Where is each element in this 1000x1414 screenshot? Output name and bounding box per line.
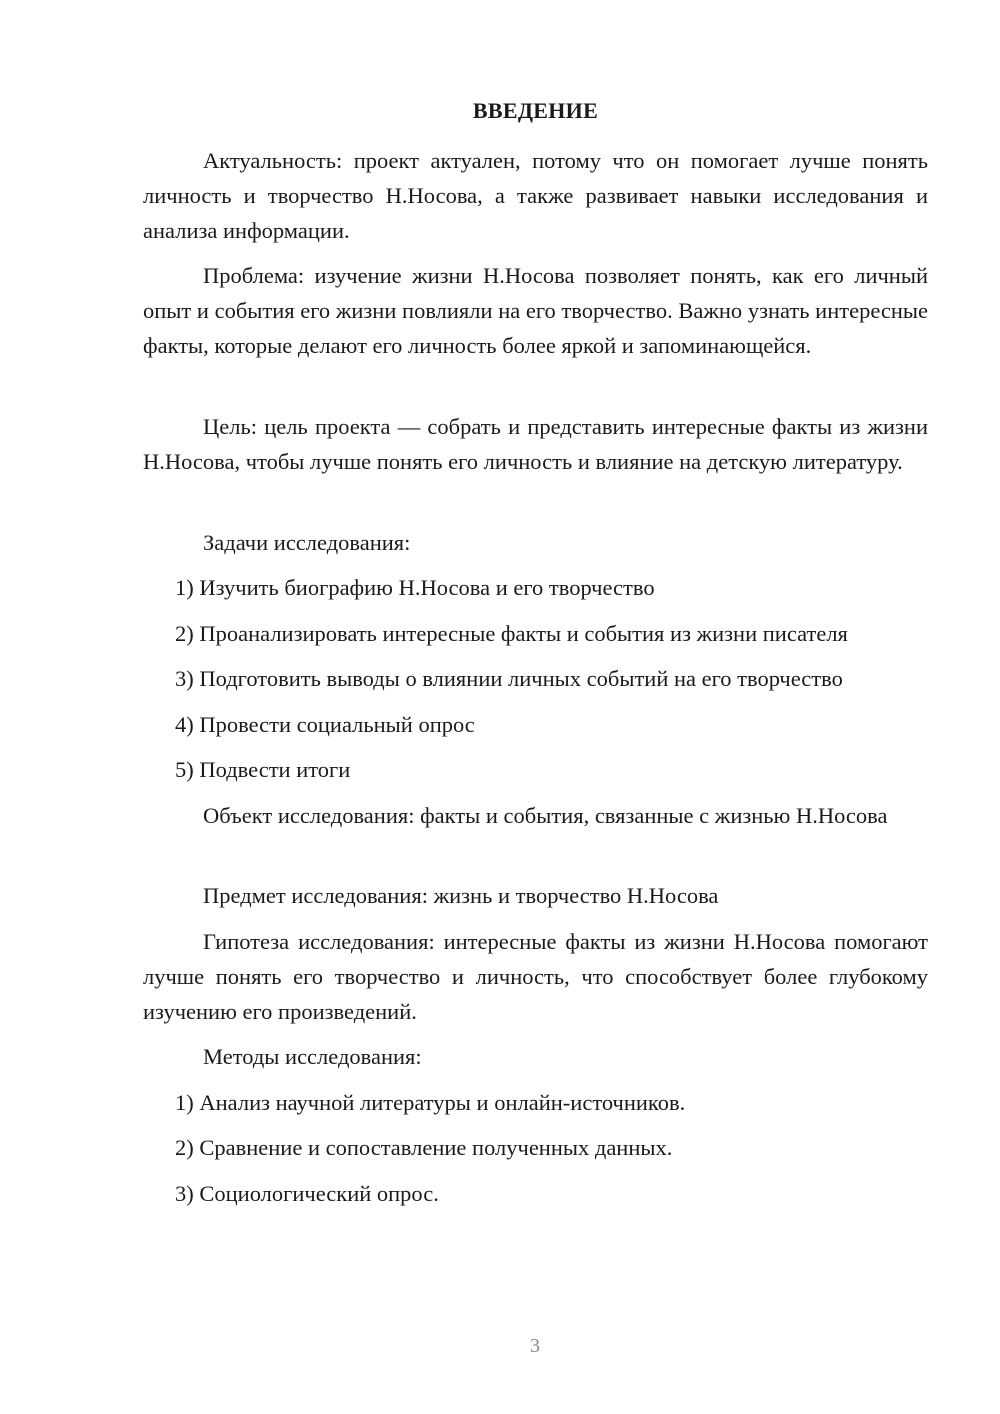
- method-item: 2) Сравнение и сопоставление полученных данных.: [175, 1135, 673, 1160]
- task-item: 4) Провести социальный опрос: [175, 712, 475, 737]
- relevance-paragraph: Актуальность: проект актуален, потому что он помогает лучше понять личность и творчество Н.Носова, а также развивает навыки исследования и анализа информации.: [143, 148, 928, 243]
- tasks-heading: Задачи исследования:: [203, 530, 411, 555]
- task-item: 5) Подвести итоги: [175, 757, 351, 782]
- task-item: 1) Изучить биографию Н.Носова и его творчество: [175, 575, 655, 600]
- method-item: 3) Социологический опрос.: [175, 1181, 439, 1206]
- page-number: 3: [530, 1335, 540, 1357]
- problem-paragraph: Проблема: изучение жизни Н.Носова позволяет понять, как его личный опыт и события его жизни повлияли на его творчество. Важно узнать интересные факты, которые делают его личность более яркой и запоминающейся.: [143, 263, 928, 358]
- methods-heading: Методы исследования:: [203, 1044, 422, 1069]
- method-item: 1) Анализ научной литературы и онлайн-источников.: [175, 1090, 686, 1115]
- object-paragraph: Объект исследования: факты и события, связанные с жизнью Н.Носова: [203, 803, 888, 828]
- subject-paragraph: Предмет исследования: жизнь и творчество Н.Носова: [203, 883, 719, 908]
- task-item: 2) Проанализировать интересные факты и события из жизни писателя: [175, 621, 848, 646]
- task-item: 3) Подготовить выводы о влиянии личных событий на его творчество: [175, 666, 843, 691]
- goal-paragraph: Цель: цель проекта — собрать и представить интересные факты из жизни Н.Носова, чтобы лучше понять его личность и влияние на детскую литературу.: [143, 414, 928, 474]
- page-title: ВВЕДЕНИЕ: [472, 98, 599, 123]
- hypothesis-paragraph: Гипотеза исследования: интересные факты из жизни Н.Носова помогают лучше понять его творчество и личность, что способствует более глубокому изучению его произведений.: [143, 929, 928, 1024]
